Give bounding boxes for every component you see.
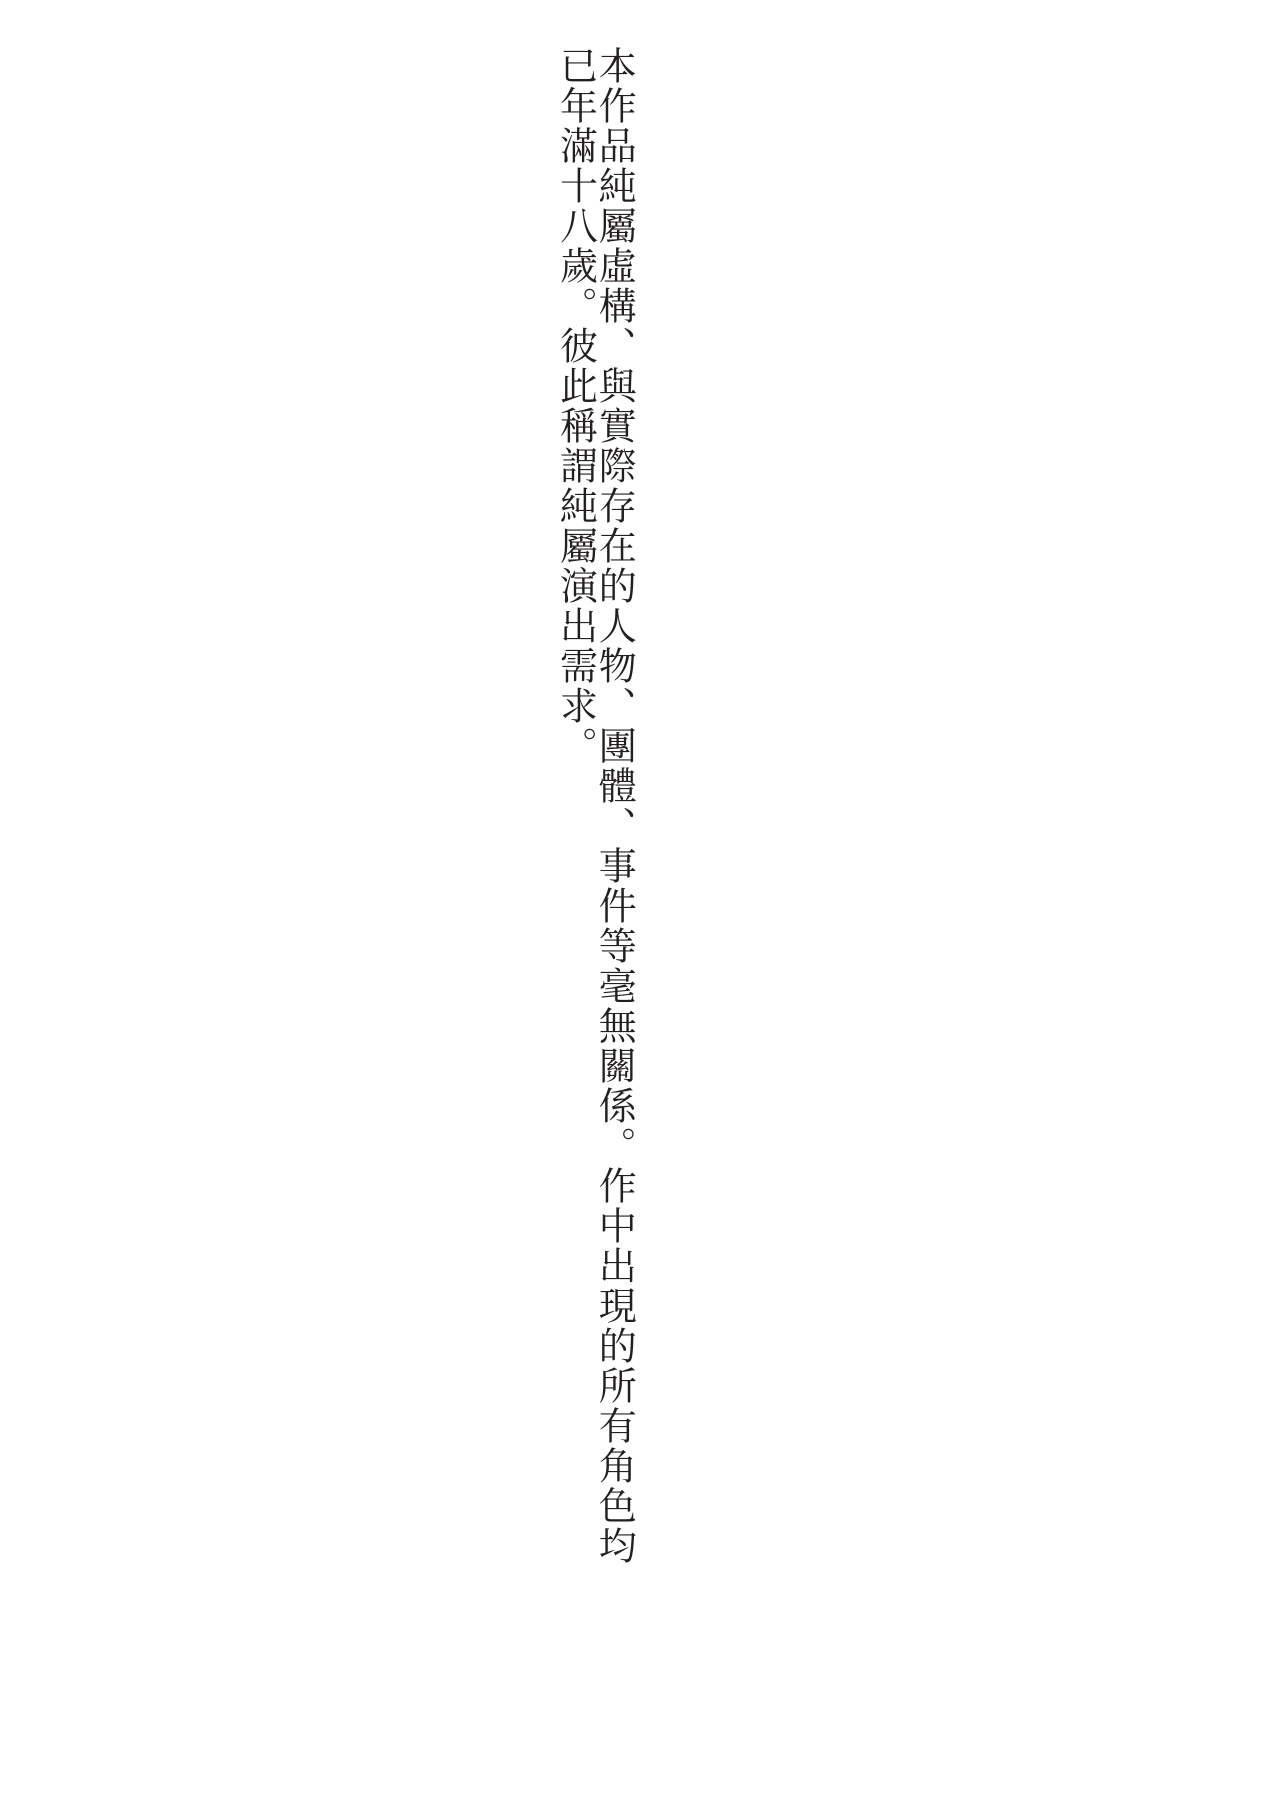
fiction-disclaimer-text: 本作品純屬虛構、與實際存在的人物、團體、事件等毫無關係。作中出現的所有角色均已年滿十八歲。彼此稱謂純屬演出需求。 bbox=[553, 46, 637, 1566]
